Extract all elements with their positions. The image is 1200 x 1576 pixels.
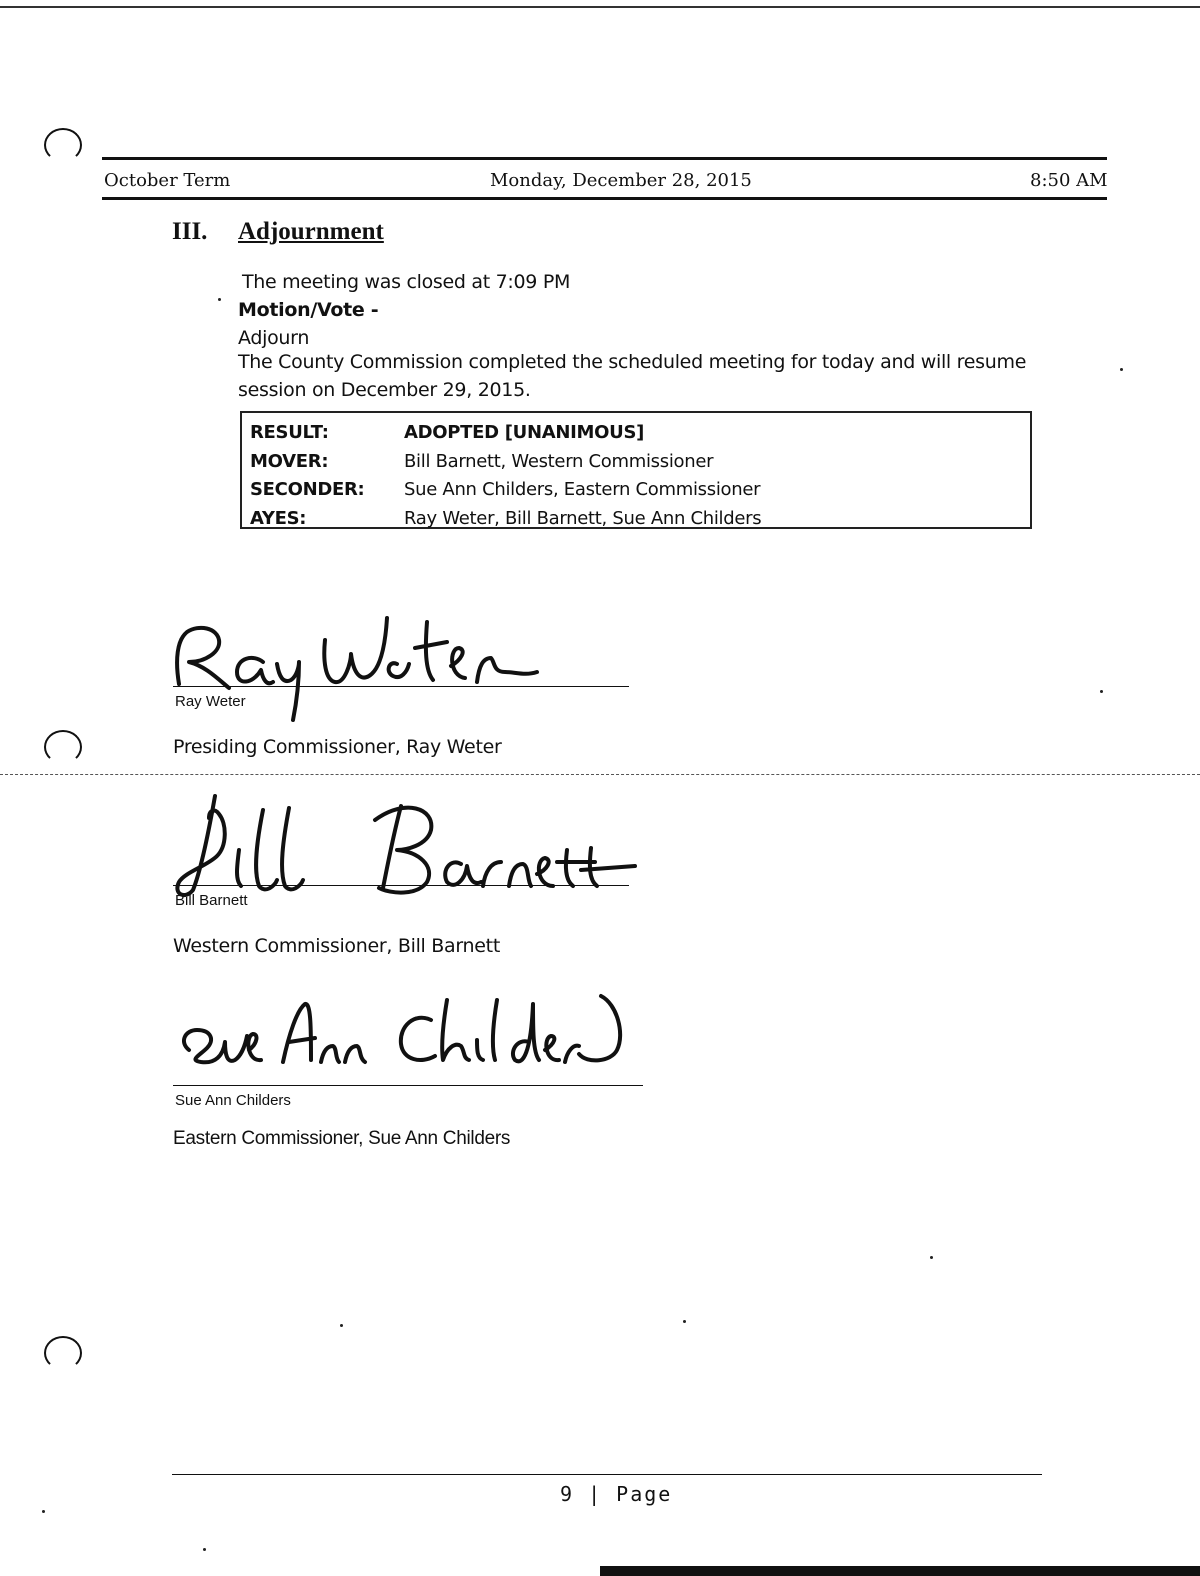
signer-title: Eastern Commissioner, Sue Ann Childers	[173, 1128, 511, 1149]
signature-line	[173, 885, 629, 886]
mover-value: Bill Barnett, Western Commissioner	[404, 451, 714, 472]
signer-title: Western Commissioner, Bill Barnett	[173, 935, 500, 957]
header-date: Monday, December 28, 2015	[490, 170, 752, 191]
ray-weter-signature	[165, 600, 565, 730]
seconder-value: Sue Ann Childers, Eastern Commissioner	[404, 479, 761, 500]
closed-text: The meeting was closed at 7:09 PM	[242, 271, 571, 293]
header-top-rule	[102, 157, 1107, 160]
result-value: ADOPTED [UNANIMOUS]	[404, 422, 645, 443]
scan-speck	[218, 298, 221, 301]
scan-speck	[340, 1324, 343, 1327]
binder-hole-icon	[44, 730, 82, 764]
signer-name: Bill Barnett	[175, 892, 248, 909]
seconder-label: SECONDER:	[250, 479, 365, 500]
motion-text: Adjourn	[238, 327, 310, 349]
motion-label: Motion/Vote -	[238, 299, 379, 321]
signer-name: Sue Ann Childers	[175, 1092, 291, 1109]
scan-speck	[683, 1320, 686, 1323]
footer-rule	[172, 1474, 1042, 1475]
ayes-label: AYES:	[250, 508, 307, 529]
binder-hole-icon	[44, 1336, 82, 1370]
scan-fold-line	[0, 774, 1200, 775]
signature-line	[173, 686, 629, 687]
page-number: 9 | Page	[560, 1482, 673, 1506]
scan-speck	[42, 1510, 45, 1513]
scan-speck	[930, 1256, 933, 1259]
scan-speck	[203, 1548, 206, 1551]
result-label: RESULT:	[250, 422, 329, 443]
ayes-value: Ray Weter, Bill Barnett, Sue Ann Childers	[404, 508, 762, 529]
binder-hole-icon	[44, 128, 82, 162]
scan-speck	[1100, 690, 1103, 693]
header-term: October Term	[104, 170, 231, 191]
scan-edge-bar	[600, 1566, 1200, 1576]
signature-line	[173, 1085, 643, 1086]
section-number: III.	[172, 218, 208, 245]
header-bottom-rule	[102, 197, 1107, 200]
signer-name: Ray Weter	[175, 693, 246, 710]
scan-edge-line	[0, 6, 1200, 8]
sue-ann-childers-signature	[165, 990, 645, 1080]
scan-speck	[1120, 368, 1123, 371]
summary-line-1: The County Commission completed the scheduled meeting for today and will resume	[238, 351, 1027, 373]
section-title: Adjournment	[238, 218, 384, 245]
header-time: 8:50 AM	[1030, 170, 1108, 191]
mover-label: MOVER:	[250, 451, 329, 472]
signer-title: Presiding Commissioner, Ray Weter	[173, 736, 502, 758]
summary-line-2: session on December 29, 2015.	[238, 379, 531, 401]
